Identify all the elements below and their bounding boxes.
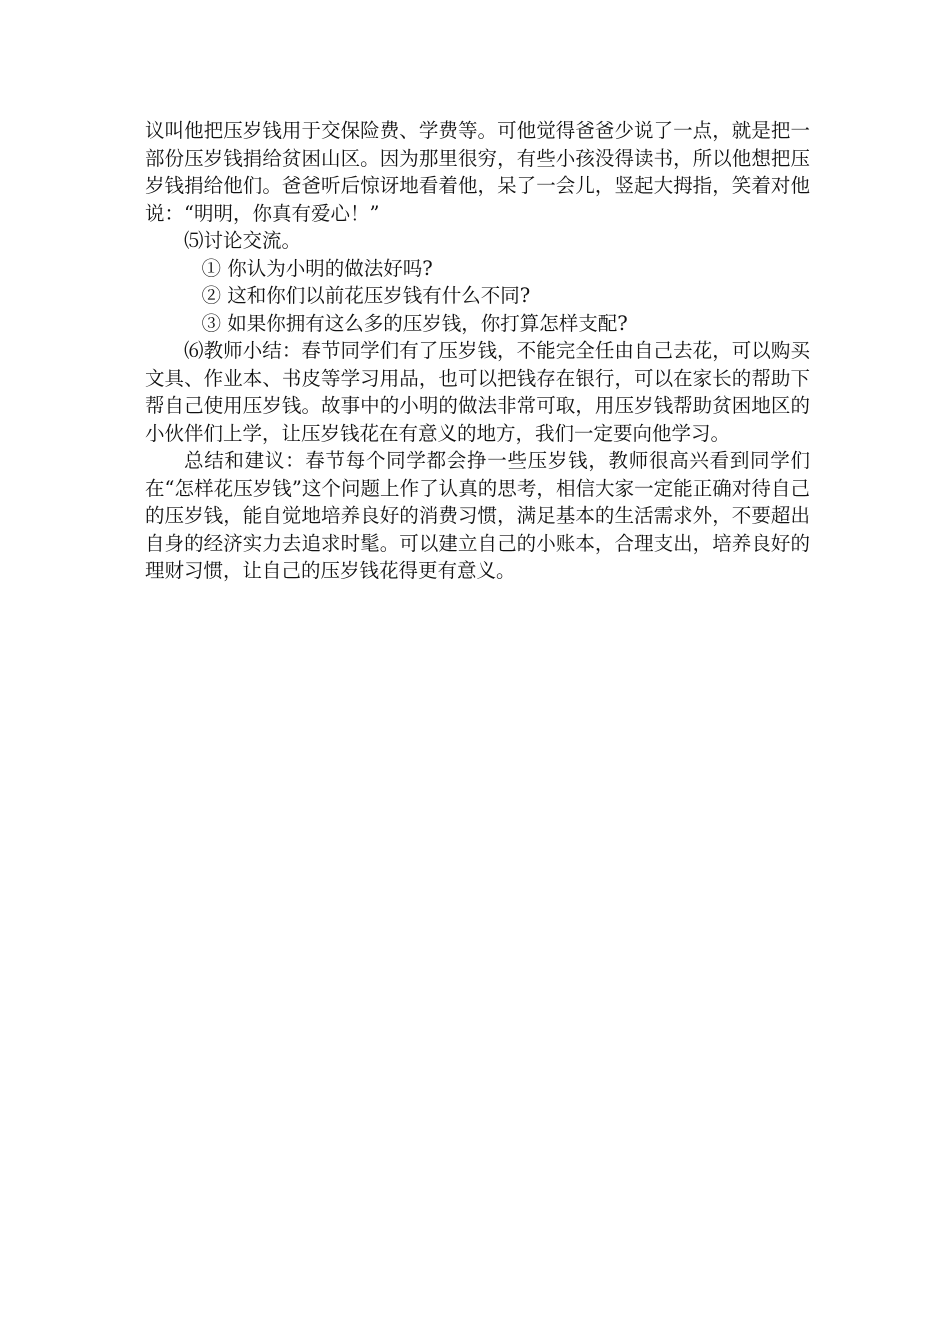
conclusion-paragraph: 总结和建议：春节每个同学都会挣一些压岁钱，教师很高兴看到同学们在“怎样花压岁钱”这个问题上作了认真的思考，相信大家一定能正确对待自己的压岁钱，能自觉地培养良好的消费习惯，满足基本的生活需求外，不要超出自身的经济实力去追求时髦。可以建立自己的小账本，合理支出，培养良好的理财习惯，让自己的压岁钱花得更有意义。: [145, 449, 810, 582]
teacher-summary-paragraph: ⑹教师小结：春节同学们有了压岁钱，不能完全任由自己去花，可以购买文具、作业本、书皮等学习用品，也可以把钱存在银行，可以在家长的帮助下帮自己使用压岁钱。故事中的小明的做法非常可取，用压岁钱帮助贫困地区的小伙伴们上学，让压岁钱花在有意义的地方，我们一定要向他学习。: [145, 339, 810, 445]
discussion-question-1: ① 你认为小明的做法好吗?: [201, 256, 433, 280]
document-body: [145, 117, 810, 585]
story-continuation-paragraph: 议叫他把压岁钱用于交保险费、学费等。可他觉得爸爸少说了一点，就是把一部份压岁钱捐给贫困山区。因为那里很穷，有些小孩没得读书，所以他想把压岁钱捐给他们。爸爸听后惊讶地看着他，呆了一会儿，竖起大拇指，笑着对他说：“明明，你真有爱心！”: [145, 119, 810, 225]
discussion-heading: ⑸讨论交流。: [184, 229, 302, 252]
discussion-question-2: ② 这和你们以前花压岁钱有什么不同?: [201, 284, 531, 307]
discussion-question-3: ③ 如果你拥有这么多的压岁钱，你打算怎样支配?: [201, 311, 628, 335]
